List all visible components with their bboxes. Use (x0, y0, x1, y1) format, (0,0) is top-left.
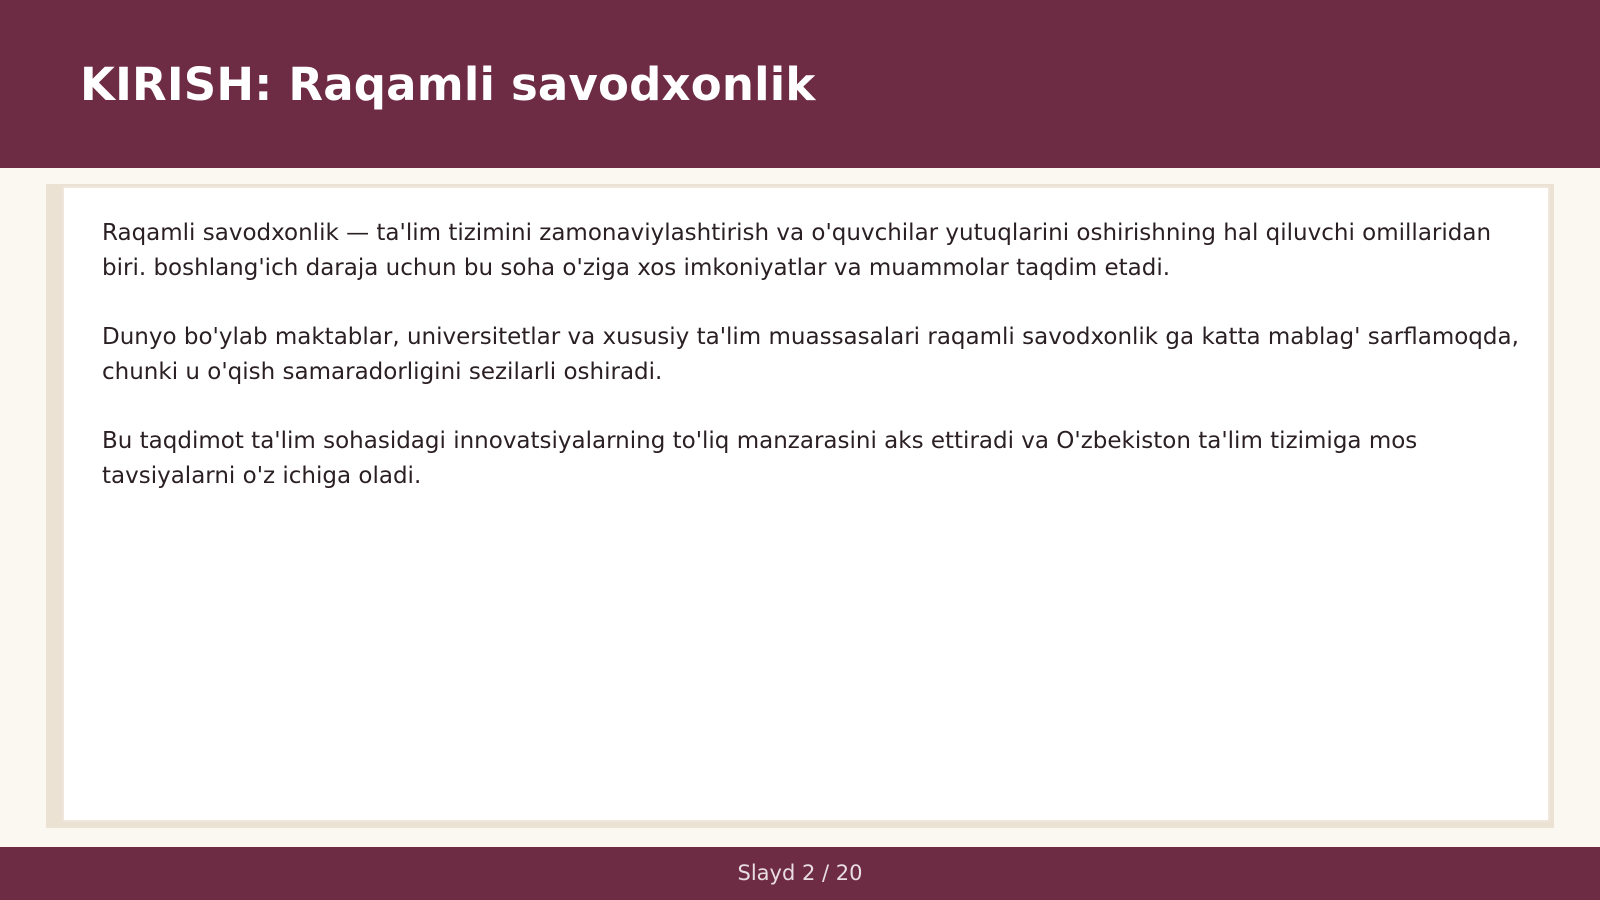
paragraph-investment: Dunyo bo'ylab maktablar, universitetlar va xususiy ta'lim muassasalari raqamli savodxonlik ga katta mablag' sarflamoqda, chunki u o'qish samaradorligini sezilarli oshiradi. (102, 324, 1519, 385)
slide-header (0, 0, 1600, 168)
paragraph-overview: Bu taqdimot ta'lim sohasidagi innovatsiyalarning to'liq manzarasini aks ettiradi va O'zbekiston ta'lim tizimiga mos tavsiyalarni o'z ichiga oladi. (102, 428, 1418, 489)
content-body (102, 216, 1522, 528)
slide-counter: Slayd 2 / 20 (737, 861, 863, 885)
paragraph-intro: Raqamli savodxonlik — ta'lim tizimini zamonaviylashtirish va o'quvchilar yutuqlarini oshirishning hal qiluvchi omillaridan biri. boshlang'ich daraja uchun bu soha o'ziga xos imkoniyatlar va muammolar taqdim etadi. (102, 220, 1492, 281)
slide-title: KIRISH: Raqamli savodxonlik (80, 58, 816, 111)
slide-footer (0, 847, 1600, 900)
